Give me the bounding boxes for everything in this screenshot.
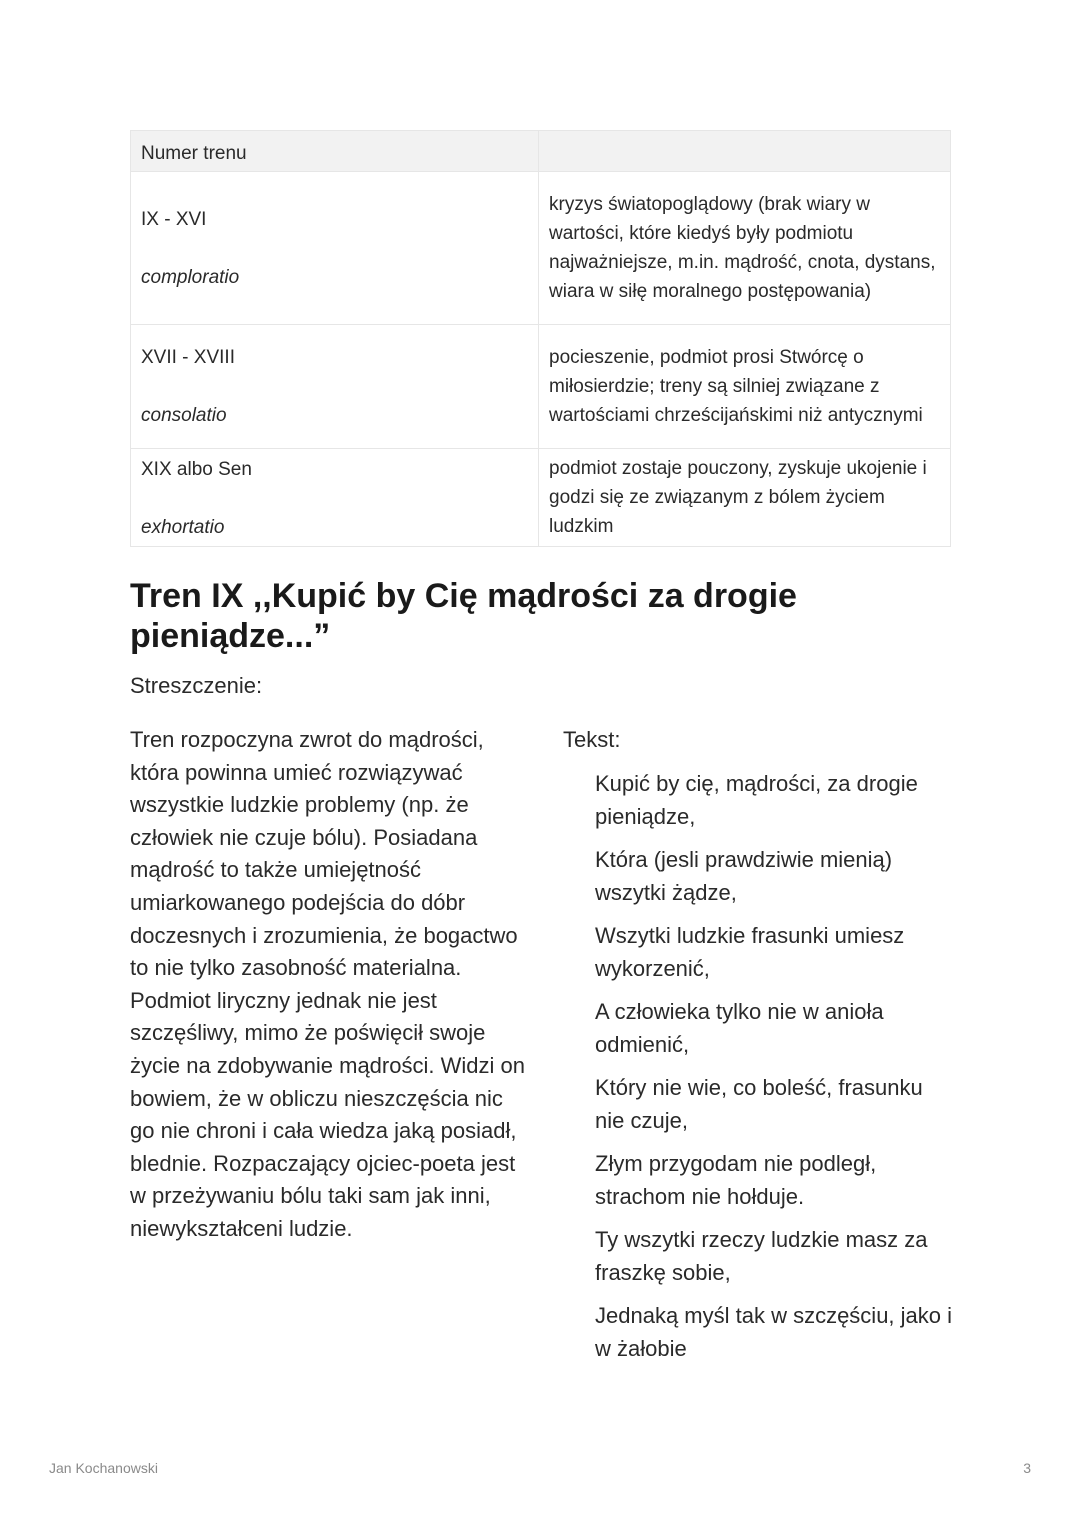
footer-author: Jan Kochanowski: [49, 1460, 158, 1476]
poem-line: Wszytki ludzkie frasunki umiesz wykorzenić,: [595, 923, 905, 981]
section-heading: Tren IX ,,Kupić by Cię mądrości za drogie pieniądze...”: [130, 577, 797, 655]
table-row: [131, 449, 951, 547]
tren-number: IX - XVI: [141, 209, 207, 230]
table-cell-description: pocieszenie, podmiot prosi Stwórcę o miłosierdzie; treny są silniej związane z wartościami chrześcijańskimi niż antycznymi: [539, 325, 951, 449]
poem-line: Kupić by cię, mądrości, za drogie pieniądze,: [595, 771, 918, 829]
table-cell-description: kryzys światopoglądowy (brak wiary w wartości, które kiedyś były podmiotu najważniejsze, m.in. mądrość, cnota, dystans, wiara w siłę moralnego postępowania): [539, 172, 951, 325]
tren-number: XVII - XVIII: [141, 347, 235, 368]
poem-text: [595, 768, 955, 1376]
table-cell-number: [131, 172, 539, 325]
table-header-description: [539, 131, 951, 172]
table-row: [131, 325, 951, 449]
table-cell-number: [131, 449, 539, 547]
poem-line: Który nie wie, co boleść, frasunku nie czuje,: [595, 1075, 923, 1133]
table-row: [131, 172, 951, 325]
table-header-number: Numer trenu: [131, 131, 539, 172]
summary-paragraph: Tren rozpoczyna zwrot do mądrości, która powinna umieć rozwiązywać wszystkie ludzkie problemy (np. że człowiek nie czuje bólu). Posiadana mądrość to także umiejętność umiarkowanego podejścia do dóbr doczesnych i zrozumienia, że bogactwo to nie tylko zasobność materialna. Podmiot liryczny jednak nie jest szczęśliwy, mimo że poświęcił swoje życie na zdobywanie mądrości. Widzi on bowiem, że w obliczu nieszczęścia nic go nie chroni i cała wiedza jaką posiadł, blednie. Rozpaczający ojciec-poeta jest w przeżywaniu bólu taki sam jak inni, niewykształceni ludzie.: [130, 727, 525, 1241]
table-header-row: [131, 131, 951, 172]
poem-label: Tekst:: [563, 727, 621, 752]
poem-line: Ty wszytki rzeczy ludzkie masz za fraszkę sobie,: [595, 1227, 928, 1285]
tren-number: XIX albo Sen: [141, 459, 252, 480]
tren-latin-term: comploratio: [141, 267, 240, 288]
tren-latin-term: exhortatio: [141, 517, 225, 538]
tren-latin-term: consolatio: [141, 405, 227, 426]
poem-line: A człowieka tylko nie w anioła odmienić,: [595, 999, 884, 1057]
poem-line: Która (jesli prawdziwie mienią) wszytki żądze,: [595, 847, 893, 905]
poem-line: Złym przygodam nie podległ, strachom nie hołduje.: [595, 1151, 877, 1209]
page-number: 3: [1023, 1460, 1031, 1476]
table-cell-number: [131, 325, 539, 449]
table-cell-description: podmiot zostaje pouczony, zyskuje ukojenie i godzi się ze związanym z bólem życiem ludzkim: [539, 449, 951, 547]
summary-label: Streszczenie:: [130, 673, 263, 698]
treny-table: [130, 130, 951, 547]
poem-line: Jednaką myśl tak w szczęściu, jako i w żałobie: [595, 1303, 953, 1361]
